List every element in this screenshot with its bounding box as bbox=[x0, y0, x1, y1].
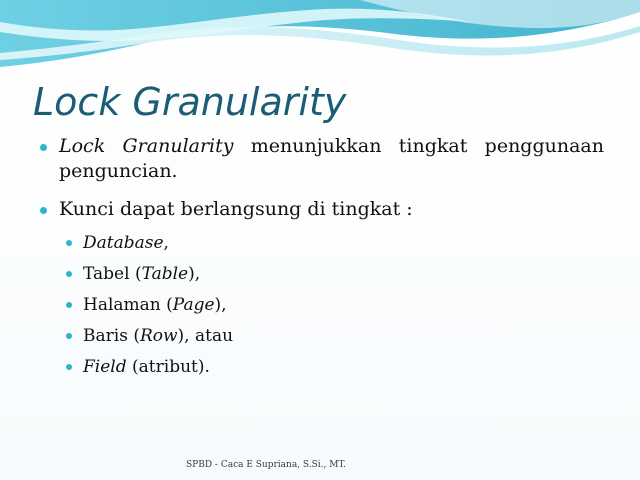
lock-level-list bbox=[63, 232, 604, 378]
sub-bullet-item-row bbox=[63, 325, 604, 347]
sub-bullet-after-text: (atribut). bbox=[126, 357, 210, 377]
sub-bullet-before-text: Halaman ( bbox=[83, 295, 173, 315]
sub-bullet-item-field bbox=[63, 356, 604, 378]
sub-bullet-dot-icon bbox=[66, 271, 72, 277]
sub-bullet-after-text: ), bbox=[188, 264, 201, 284]
bullet-item-lock-levels bbox=[36, 197, 604, 222]
sub-bullet-dot-icon bbox=[66, 302, 72, 308]
sub-bullet-italic-text: Table bbox=[141, 264, 189, 284]
sub-bullet-dot-icon bbox=[66, 240, 72, 246]
sub-bullet-after-text: , bbox=[163, 233, 169, 253]
bullet-dot-icon bbox=[40, 207, 47, 214]
bullet-emphasis-text: Lock Granularity bbox=[59, 135, 234, 157]
sub-bullet-italic-text: Row bbox=[139, 326, 178, 346]
sub-bullet-item-table bbox=[63, 263, 604, 285]
sub-bullet-italic-text: Field bbox=[83, 357, 127, 377]
sub-bullet-before-text: Baris ( bbox=[83, 326, 140, 346]
sub-bullet-item-database bbox=[63, 232, 604, 254]
sub-bullet-after-text: ), bbox=[214, 295, 227, 315]
sub-bullet-italic-text: Database bbox=[83, 233, 164, 253]
sub-bullet-item-page bbox=[63, 294, 604, 316]
bullet-item-lock-granularity bbox=[36, 134, 604, 184]
sub-bullet-italic-text: Page bbox=[172, 295, 215, 315]
bullet-dot-icon bbox=[40, 144, 47, 151]
header-wave-decoration bbox=[0, 0, 640, 78]
slide-title: Lock Granularity bbox=[33, 80, 347, 124]
sub-bullet-dot-icon bbox=[66, 364, 72, 370]
sub-bullet-after-text: ), atau bbox=[177, 326, 234, 346]
slide-content bbox=[36, 134, 604, 378]
slide-footer: SPBD - Caca E Supriana, S.Si., MT. bbox=[186, 460, 347, 470]
sub-bullet-dot-icon bbox=[66, 333, 72, 339]
bullet-text: Kunci dapat berlangsung di tingkat : bbox=[59, 198, 413, 220]
bullet-text: menunjukkan tingkat penggunaan penguncian. bbox=[59, 135, 604, 182]
sub-bullet-before-text: Tabel ( bbox=[83, 264, 142, 284]
